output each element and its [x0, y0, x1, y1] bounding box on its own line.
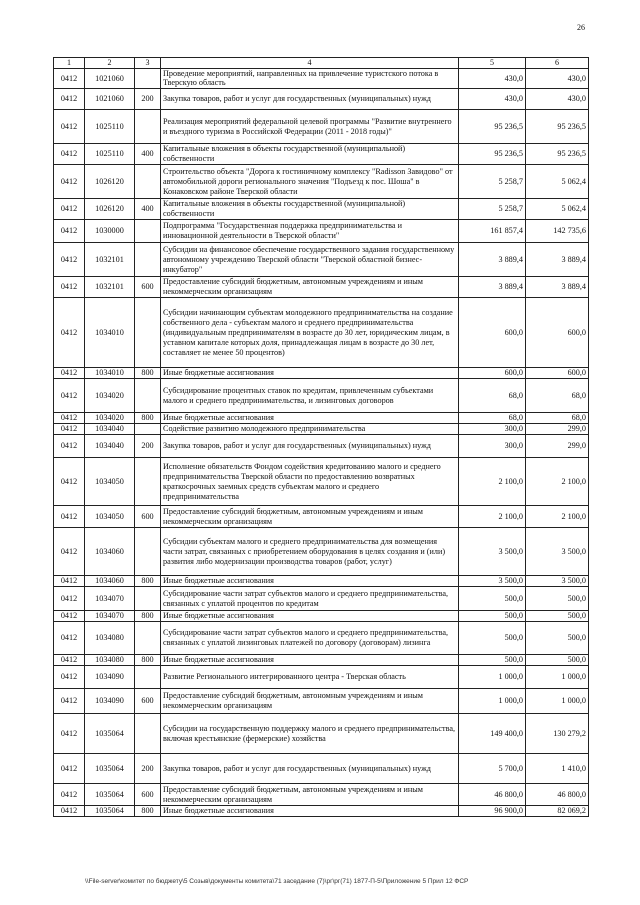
- item-name-cell: Иные бюджетные ассигнования: [161, 806, 459, 817]
- item-name-cell: Иные бюджетные ассигнования: [161, 611, 459, 622]
- razdel-cell: 0412: [54, 413, 85, 424]
- razdel-cell: 0412: [54, 199, 85, 220]
- approved-amount-cell: 500,0: [459, 611, 526, 622]
- table-row: [54, 165, 589, 199]
- item-name-cell: Капитальные вложения в объекты государственной (муниципальной) собственности: [161, 199, 459, 220]
- expense-type-cell: 200: [135, 754, 161, 784]
- executed-amount-cell: 1 000,0: [526, 689, 589, 714]
- target-article-cell: 1032101: [85, 243, 135, 277]
- item-name-cell: Предоставление субсидий бюджетным, автономным учреждениям и иным некоммерческим организациям: [161, 689, 459, 714]
- expense-type-cell: [135, 458, 161, 506]
- approved-amount-cell: 3 889,4: [459, 277, 526, 298]
- item-name-cell: Предоставление субсидий бюджетным, автономным учреждениям и иным некоммерческим организациям: [161, 506, 459, 528]
- target-article-cell: 1026120: [85, 199, 135, 220]
- target-article-cell: 1021060: [85, 68, 135, 89]
- column-header-1: 1: [54, 58, 85, 69]
- expense-type-cell: [135, 68, 161, 89]
- item-name-cell: Реализация мероприятий федеральной целевой программы "Развитие внутреннего и въездного туризма в Российской Федерации (2011 - 2018 годы)": [161, 110, 459, 144]
- executed-amount-cell: 500,0: [526, 611, 589, 622]
- table-row: [54, 458, 589, 506]
- approved-amount-cell: 430,0: [459, 89, 526, 110]
- table-row: [54, 714, 589, 754]
- razdel-cell: 0412: [54, 587, 85, 611]
- executed-amount-cell: 95 236,5: [526, 110, 589, 144]
- approved-amount-cell: 2 100,0: [459, 458, 526, 506]
- expense-type-cell: 800: [135, 576, 161, 587]
- page-number: 26: [577, 23, 585, 32]
- expense-type-cell: [135, 165, 161, 199]
- approved-amount-cell: 500,0: [459, 587, 526, 611]
- approved-amount-cell: 68,0: [459, 379, 526, 413]
- item-name-cell: Закупка товаров, работ и услуг для государственных (муниципальных) нужд: [161, 435, 459, 458]
- razdel-cell: 0412: [54, 714, 85, 754]
- target-article-cell: 1035064: [85, 714, 135, 754]
- executed-amount-cell: 1 410,0: [526, 754, 589, 784]
- item-name-cell: Закупка товаров, работ и услуг для государственных (муниципальных) нужд: [161, 89, 459, 110]
- approved-amount-cell: 3 500,0: [459, 528, 526, 576]
- razdel-cell: 0412: [54, 689, 85, 714]
- target-article-cell: 1030000: [85, 220, 135, 243]
- target-article-cell: 1034050: [85, 458, 135, 506]
- target-article-cell: 1034090: [85, 666, 135, 689]
- approved-amount-cell: 5 700,0: [459, 754, 526, 784]
- item-name-cell: Предоставление субсидий бюджетным, автономным учреждениям и иным некоммерческим организациям: [161, 277, 459, 298]
- table-row: [54, 424, 589, 435]
- executed-amount-cell: 3 500,0: [526, 528, 589, 576]
- razdel-cell: 0412: [54, 220, 85, 243]
- razdel-cell: 0412: [54, 754, 85, 784]
- table-row: [54, 528, 589, 576]
- target-article-cell: 1034080: [85, 655, 135, 666]
- table-row: [54, 89, 589, 110]
- item-name-cell: Субсидирование процентных ставок по кредитам, привлеченным субъектами малого и среднего предпринимательства, и лизинговых договоров: [161, 379, 459, 413]
- razdel-cell: 0412: [54, 611, 85, 622]
- executed-amount-cell: 299,0: [526, 435, 589, 458]
- expense-type-cell: 200: [135, 435, 161, 458]
- column-header-3: 3: [135, 58, 161, 69]
- executed-amount-cell: 430,0: [526, 68, 589, 89]
- razdel-cell: 0412: [54, 528, 85, 576]
- table-row: [54, 576, 589, 587]
- table-row: [54, 220, 589, 243]
- approved-amount-cell: 161 857,4: [459, 220, 526, 243]
- item-name-cell: Иные бюджетные ассигнования: [161, 655, 459, 666]
- expense-type-cell: 600: [135, 784, 161, 806]
- expense-type-cell: 800: [135, 655, 161, 666]
- budget-table: [53, 57, 589, 817]
- expense-type-cell: [135, 243, 161, 277]
- table-row: [54, 784, 589, 806]
- executed-amount-cell: 68,0: [526, 379, 589, 413]
- razdel-cell: 0412: [54, 806, 85, 817]
- item-name-cell: Иные бюджетные ассигнования: [161, 576, 459, 587]
- executed-amount-cell: 142 735,6: [526, 220, 589, 243]
- approved-amount-cell: 430,0: [459, 68, 526, 89]
- table-row: [54, 689, 589, 714]
- approved-amount-cell: 5 258,7: [459, 165, 526, 199]
- approved-amount-cell: 600,0: [459, 368, 526, 379]
- approved-amount-cell: 500,0: [459, 622, 526, 655]
- approved-amount-cell: 149 400,0: [459, 714, 526, 754]
- razdel-cell: 0412: [54, 435, 85, 458]
- item-name-cell: Субсидирование части затрат субъектов малого и среднего предпринимательства, связанных с уплатой лизинговых платежей по договору (договорам) лизинга: [161, 622, 459, 655]
- target-article-cell: 1034010: [85, 298, 135, 368]
- table-row: [54, 277, 589, 298]
- approved-amount-cell: 500,0: [459, 655, 526, 666]
- approved-amount-cell: 96 900,0: [459, 806, 526, 817]
- table-body: [54, 68, 589, 817]
- target-article-cell: 1025110: [85, 144, 135, 165]
- executed-amount-cell: 5 062,4: [526, 199, 589, 220]
- razdel-cell: 0412: [54, 165, 85, 199]
- expense-type-cell: [135, 622, 161, 655]
- table-row: [54, 413, 589, 424]
- razdel-cell: 0412: [54, 576, 85, 587]
- target-article-cell: 1034060: [85, 576, 135, 587]
- table-row: [54, 622, 589, 655]
- target-article-cell: 1034090: [85, 689, 135, 714]
- item-name-cell: Закупка товаров, работ и услуг для государственных (муниципальных) нужд: [161, 754, 459, 784]
- approved-amount-cell: 300,0: [459, 435, 526, 458]
- target-article-cell: 1034070: [85, 587, 135, 611]
- target-article-cell: 1032101: [85, 277, 135, 298]
- approved-amount-cell: 600,0: [459, 298, 526, 368]
- approved-amount-cell: 2 100,0: [459, 506, 526, 528]
- executed-amount-cell: 500,0: [526, 655, 589, 666]
- expense-type-cell: 800: [135, 806, 161, 817]
- expense-type-cell: [135, 110, 161, 144]
- target-article-cell: 1034010: [85, 368, 135, 379]
- razdel-cell: 0412: [54, 68, 85, 89]
- expense-type-cell: [135, 298, 161, 368]
- approved-amount-cell: 68,0: [459, 413, 526, 424]
- expense-type-cell: 600: [135, 506, 161, 528]
- target-article-cell: 1026120: [85, 165, 135, 199]
- executed-amount-cell: 3 500,0: [526, 576, 589, 587]
- razdel-cell: 0412: [54, 458, 85, 506]
- table-row: [54, 379, 589, 413]
- table-row: [54, 298, 589, 368]
- item-name-cell: Развитие Регионального интегрированного центра - Тверская область: [161, 666, 459, 689]
- razdel-cell: 0412: [54, 666, 85, 689]
- executed-amount-cell: 1 000,0: [526, 666, 589, 689]
- expense-type-cell: [135, 528, 161, 576]
- expense-type-cell: [135, 666, 161, 689]
- target-article-cell: 1034080: [85, 622, 135, 655]
- approved-amount-cell: 5 258,7: [459, 199, 526, 220]
- target-article-cell: 1034060: [85, 528, 135, 576]
- executed-amount-cell: 68,0: [526, 413, 589, 424]
- item-name-cell: Субсидии начинающим субъектам молодежного предпринимательства на создание собственного дела - субъектам малого и среднего предпринимательства (индивидуальным предпринимателям в возрасте до 30 лет, юридическим лицам, в уставном капитале которых доля, принадлежащая лицам в возрасте до 30 лет, составляет не менее 50 процентов): [161, 298, 459, 368]
- table-row: [54, 199, 589, 220]
- approved-amount-cell: 95 236,5: [459, 144, 526, 165]
- column-header-4: 4: [161, 58, 459, 69]
- executed-amount-cell: 5 062,4: [526, 165, 589, 199]
- item-name-cell: Капитальные вложения в объекты государственной (муниципальной) собственности: [161, 144, 459, 165]
- item-name-cell: Исполнение обязательств Фондом содействия кредитованию малого и среднего предпринимательства Тверской области по предоставлению возвратных краткосрочных заемных средств субъектам малого и среднего предпринимательства: [161, 458, 459, 506]
- target-article-cell: 1025110: [85, 110, 135, 144]
- approved-amount-cell: 1 000,0: [459, 666, 526, 689]
- executed-amount-cell: 600,0: [526, 368, 589, 379]
- executed-amount-cell: 82 069,2: [526, 806, 589, 817]
- table-row: [54, 806, 589, 817]
- approved-amount-cell: 3 500,0: [459, 576, 526, 587]
- razdel-cell: 0412: [54, 506, 85, 528]
- table-row: [54, 506, 589, 528]
- table-row: [54, 754, 589, 784]
- expense-type-cell: 800: [135, 611, 161, 622]
- table-row: [54, 587, 589, 611]
- razdel-cell: 0412: [54, 89, 85, 110]
- target-article-cell: 1021060: [85, 89, 135, 110]
- expense-type-cell: 600: [135, 277, 161, 298]
- target-article-cell: 1035064: [85, 806, 135, 817]
- expense-type-cell: 600: [135, 689, 161, 714]
- table-row: [54, 435, 589, 458]
- item-name-cell: Проведение мероприятий, направленных на привлечение туристского потока в Тверскую область: [161, 68, 459, 89]
- razdel-cell: 0412: [54, 144, 85, 165]
- executed-amount-cell: 600,0: [526, 298, 589, 368]
- expense-type-cell: 200: [135, 89, 161, 110]
- item-name-cell: Субсидии на государственную поддержку малого и среднего предпринимательства, включая крестьянские (фермерские) хозяйства: [161, 714, 459, 754]
- executed-amount-cell: 430,0: [526, 89, 589, 110]
- target-article-cell: 1034040: [85, 435, 135, 458]
- razdel-cell: 0412: [54, 784, 85, 806]
- table-row: [54, 666, 589, 689]
- target-article-cell: 1035064: [85, 754, 135, 784]
- target-article-cell: 1034050: [85, 506, 135, 528]
- approved-amount-cell: 3 889,4: [459, 243, 526, 277]
- item-name-cell: Субсидии на финансовое обеспечение государственного задания государственному автономному учреждению Тверской области "Тверской областной бизнес-инкубатор": [161, 243, 459, 277]
- razdel-cell: 0412: [54, 379, 85, 413]
- expense-type-cell: 400: [135, 144, 161, 165]
- item-name-cell: Иные бюджетные ассигнования: [161, 368, 459, 379]
- item-name-cell: Предоставление субсидий бюджетным, автономным учреждениям и иным некоммерческим организациям: [161, 784, 459, 806]
- executed-amount-cell: 500,0: [526, 587, 589, 611]
- razdel-cell: 0412: [54, 655, 85, 666]
- table-row: [54, 368, 589, 379]
- executed-amount-cell: 3 889,4: [526, 243, 589, 277]
- approved-amount-cell: 46 800,0: [459, 784, 526, 806]
- footer-file-path: \\File-server\комитет по бюджету\5 Созыв\документы комитета\71 заседание (7)\рг\рг(71) 1877-П-5\Приложение 5 Прил 12 ФСР: [85, 878, 469, 885]
- table-row: [54, 243, 589, 277]
- column-header-2: 2: [85, 58, 135, 69]
- column-header-6: 6: [526, 58, 589, 69]
- executed-amount-cell: 500,0: [526, 622, 589, 655]
- table-row: [54, 611, 589, 622]
- expense-type-cell: [135, 220, 161, 243]
- item-name-cell: Иные бюджетные ассигнования: [161, 413, 459, 424]
- expense-type-cell: 400: [135, 199, 161, 220]
- target-article-cell: 1034040: [85, 424, 135, 435]
- approved-amount-cell: 300,0: [459, 424, 526, 435]
- item-name-cell: Субсидирование части затрат субъектов малого и среднего предпринимательства, связанных с уплатой процентов по кредитам: [161, 587, 459, 611]
- table-row: [54, 110, 589, 144]
- razdel-cell: 0412: [54, 298, 85, 368]
- expense-type-cell: 800: [135, 368, 161, 379]
- executed-amount-cell: 46 800,0: [526, 784, 589, 806]
- razdel-cell: 0412: [54, 243, 85, 277]
- table-row: [54, 655, 589, 666]
- razdel-cell: 0412: [54, 622, 85, 655]
- executed-amount-cell: 130 279,2: [526, 714, 589, 754]
- expense-type-cell: [135, 587, 161, 611]
- target-article-cell: 1034020: [85, 413, 135, 424]
- item-name-cell: Подпрограмма "Государственная поддержка предпринимательства и инновационной деятельности в Тверской области": [161, 220, 459, 243]
- executed-amount-cell: 299,0: [526, 424, 589, 435]
- table-row: [54, 144, 589, 165]
- item-name-cell: Субсидии субъектам малого и среднего предпринимательства для возмещения части затрат, связанных с приобретением оборудования в целях создания и (или) развития либо модернизации производства товаров (работ, услуг): [161, 528, 459, 576]
- target-article-cell: 1034070: [85, 611, 135, 622]
- column-header-5: 5: [459, 58, 526, 69]
- target-article-cell: 1034020: [85, 379, 135, 413]
- executed-amount-cell: 2 100,0: [526, 458, 589, 506]
- razdel-cell: 0412: [54, 368, 85, 379]
- expense-type-cell: [135, 379, 161, 413]
- executed-amount-cell: 3 889,4: [526, 277, 589, 298]
- table-header-row: [54, 58, 589, 69]
- table-row: [54, 68, 589, 89]
- razdel-cell: 0412: [54, 424, 85, 435]
- razdel-cell: 0412: [54, 110, 85, 144]
- approved-amount-cell: 95 236,5: [459, 110, 526, 144]
- expense-type-cell: [135, 714, 161, 754]
- razdel-cell: 0412: [54, 277, 85, 298]
- expense-type-cell: 800: [135, 413, 161, 424]
- expense-type-cell: [135, 424, 161, 435]
- approved-amount-cell: 1 000,0: [459, 689, 526, 714]
- item-name-cell: Содействие развитию молодежного предпринимательства: [161, 424, 459, 435]
- executed-amount-cell: 95 236,5: [526, 144, 589, 165]
- target-article-cell: 1035064: [85, 784, 135, 806]
- executed-amount-cell: 2 100,0: [526, 506, 589, 528]
- item-name-cell: Строительство объекта "Дорога к гостиничному комплексу "Radisson Завидово" от автомобильной дороги регионального значения "Подъезд к пос. Шоша" в Конаковском районе Тверской области: [161, 165, 459, 199]
